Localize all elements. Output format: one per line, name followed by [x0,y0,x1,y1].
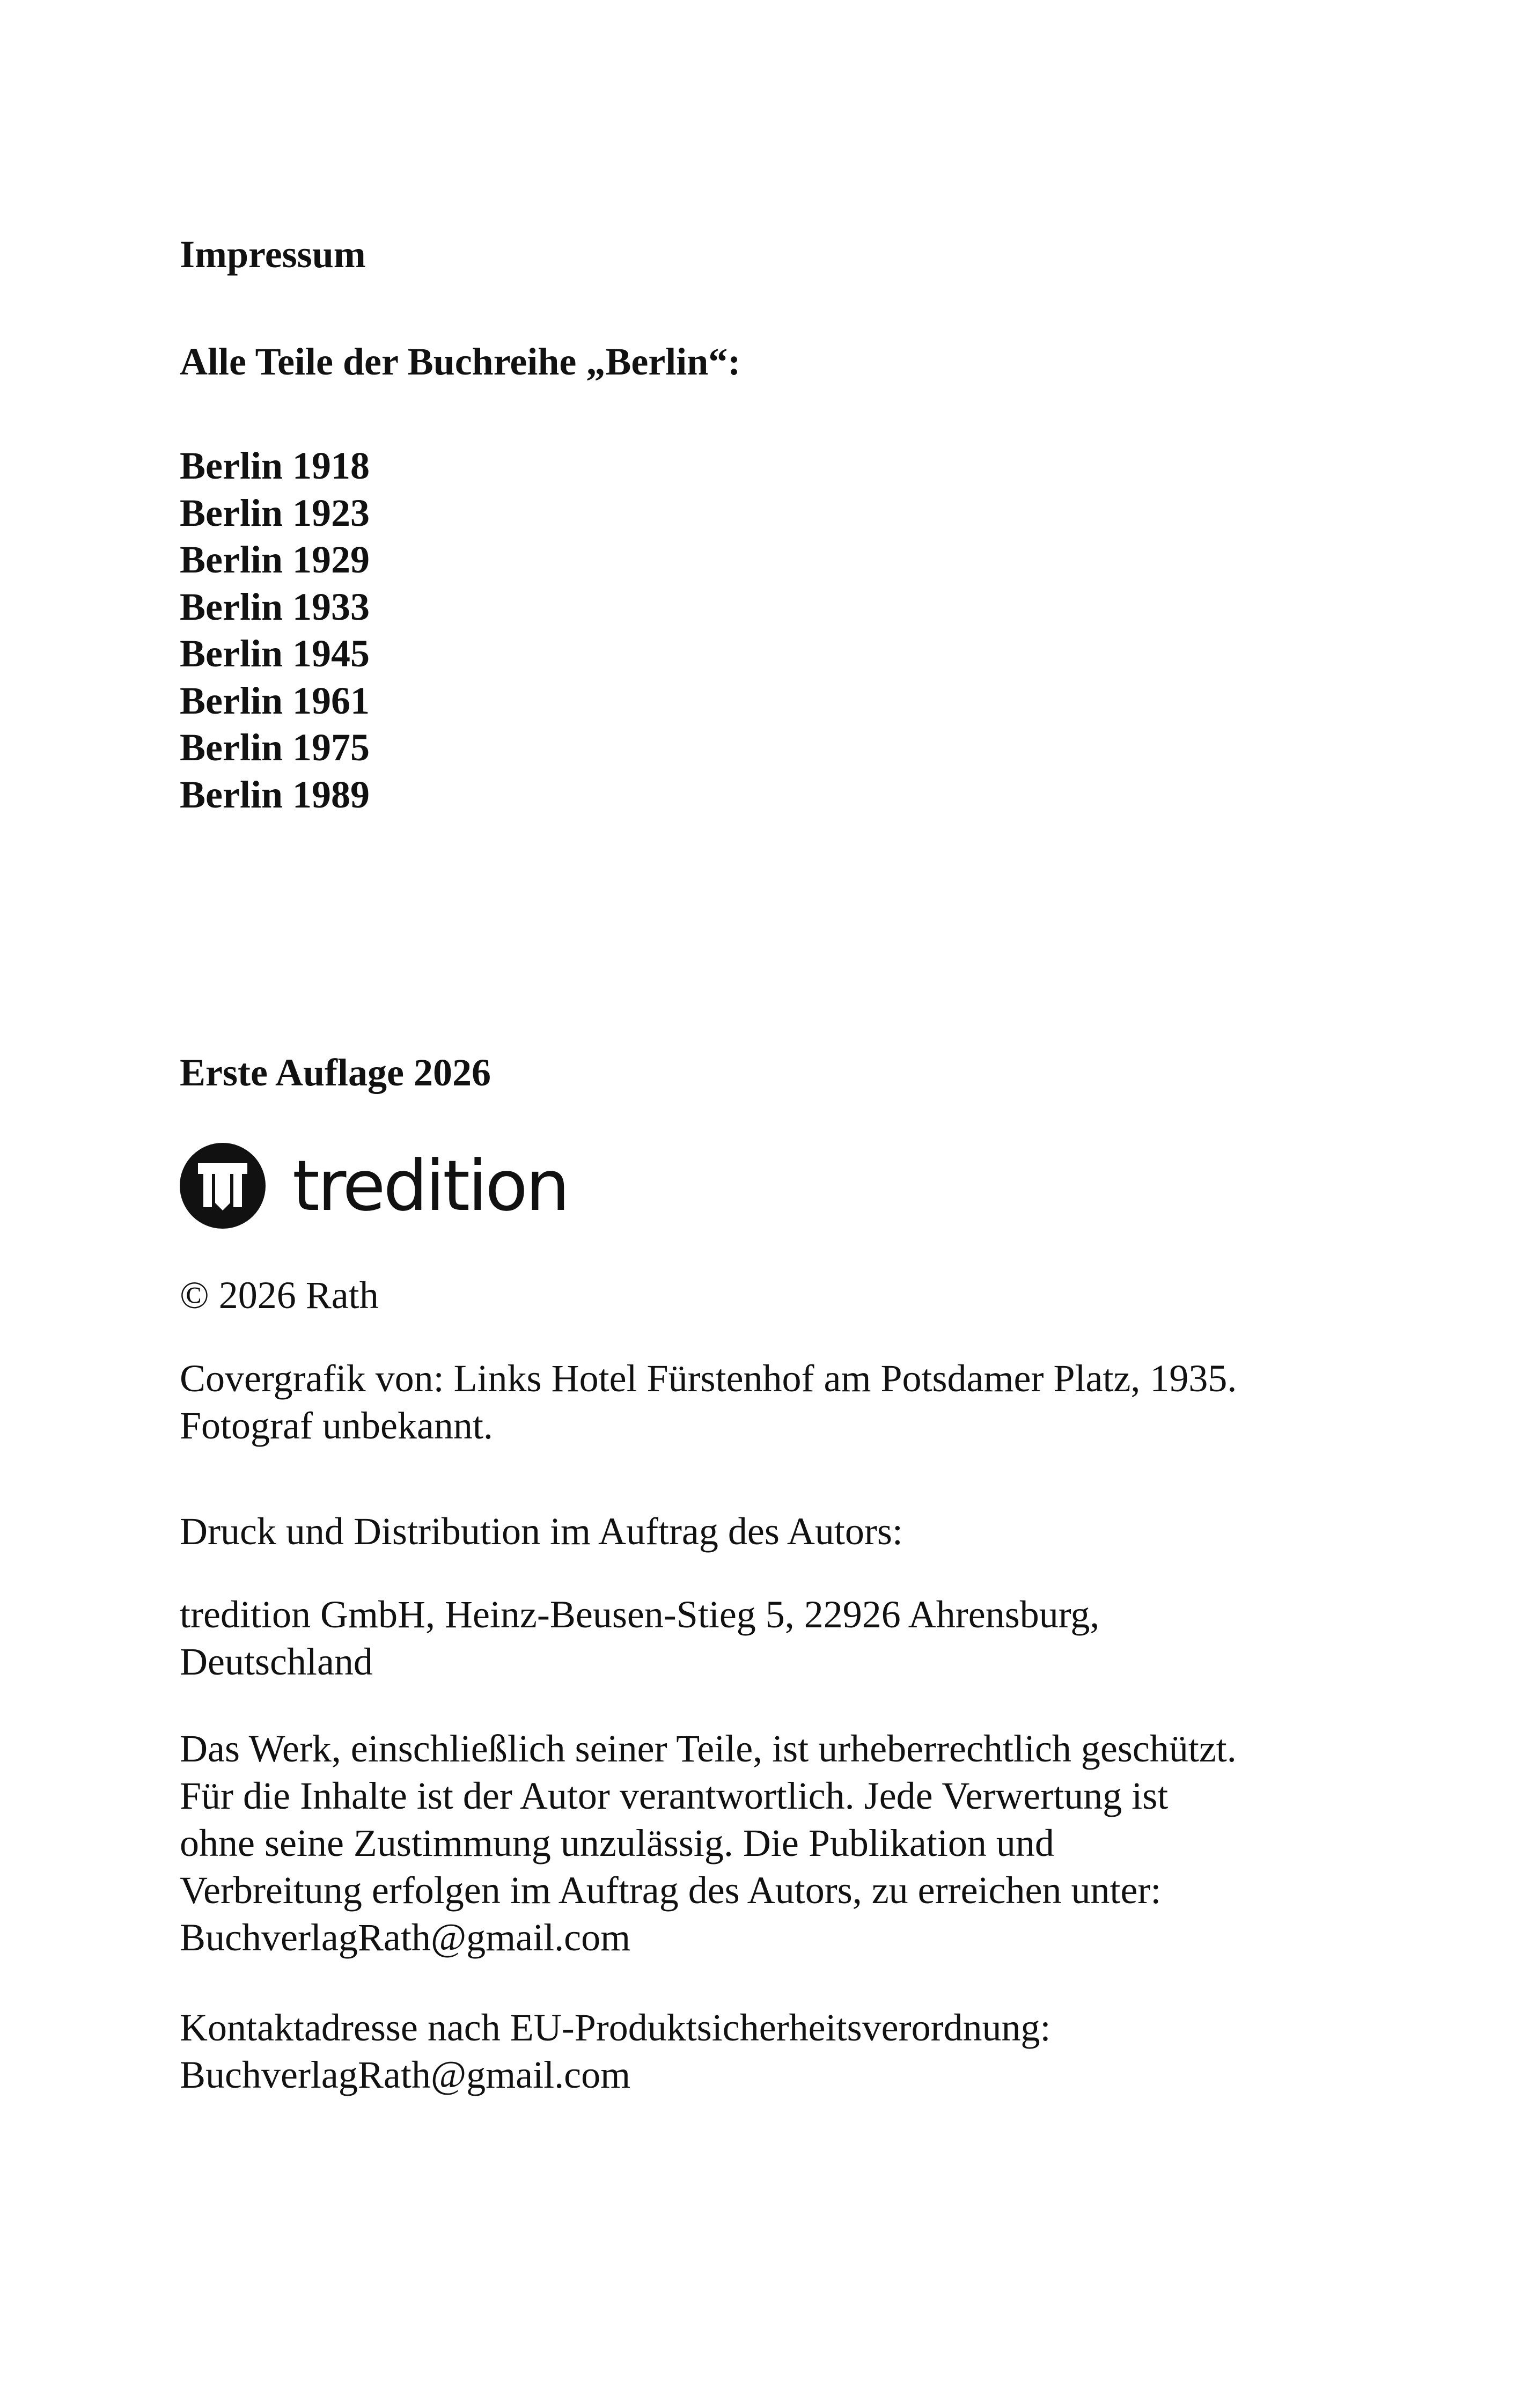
series-title: Alle Teile der Buchreihe „Berlin“: [180,340,741,383]
legal-line: ohne seine Zustimmung unzulässig. Die Publikation und [180,1822,1054,1864]
series-item: Berlin 1929 [180,538,370,581]
publisher-address [180,1591,1099,1685]
series-item: Berlin 1989 [180,773,370,816]
contact-email: BuchverlagRath@gmail.com [180,2053,631,2096]
cover-credit-line: Covergrafik von: Links Hotel Fürstenhof am Potsdamer Platz, 1935. [180,1357,1237,1400]
legal-line: Verbreitung erfolgen im Auftrag des Autors, zu erreichen unter: [180,1869,1162,1912]
contact-line: Kontaktadresse nach EU-Produktsicherheitsverordnung: [180,2006,1051,2049]
legal-line: Für die Inhalte ist der Autor verantwortlich. Jede Verwertung ist [180,1774,1169,1817]
cover-credit-line: Fotograf unbekannt. [180,1404,493,1447]
contact-address [180,2004,1051,2098]
series-item: Berlin 1975 [180,726,370,769]
series-item: Berlin 1933 [180,585,370,628]
cover-credit [180,1355,1237,1449]
edition-line: Erste Auflage 2026 [180,1051,491,1094]
legal-notice [180,1725,1237,1961]
legal-email: BuchverlagRath@gmail.com [180,1916,631,1959]
address-line: tredition GmbH, Heinz-Beusen-Stieg 5, 22926 Ahrensburg, [180,1593,1100,1636]
copyright-line: © 2026 Rath [180,1274,379,1317]
series-list [180,443,370,818]
publisher-logo-text: tredition [292,1145,568,1227]
publisher-logo [180,1140,568,1231]
print-distribution-line: Druck und Distribution im Auftrag des Autors: [180,1510,903,1553]
series-item: Berlin 1945 [180,632,370,675]
impressum-heading: Impressum [180,233,366,276]
series-item: Berlin 1918 [180,444,370,487]
series-item: Berlin 1923 [180,491,370,534]
series-item: Berlin 1961 [180,679,370,722]
tredition-t-circle-icon [180,1143,266,1229]
legal-line: Das Werk, einschließlich seiner Teile, ist urheberrechtlich geschützt. [180,1727,1237,1770]
address-line: Deutschland [180,1640,373,1683]
